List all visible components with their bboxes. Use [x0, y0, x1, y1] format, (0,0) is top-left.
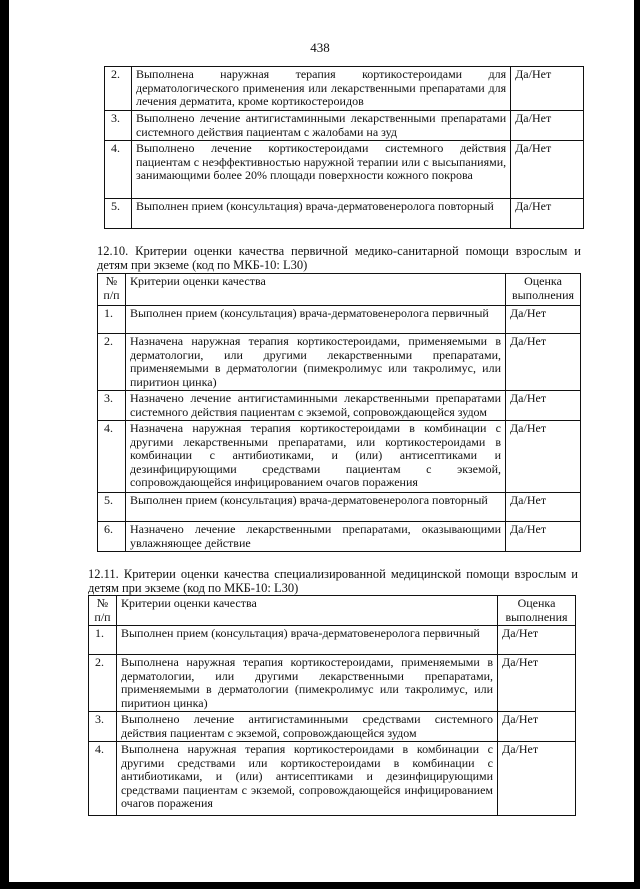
row-number: 3. [89, 712, 117, 742]
header-evaluation: Оценка выполнения [506, 274, 581, 306]
scan-border-left [0, 0, 9, 889]
evaluation-value: Да/Нет [511, 111, 584, 141]
table-row [105, 67, 584, 111]
criterion-text: Выполнено лечение антигистаминными средствами системного действия пациентам с экземой, сопровождающейся зудом [116, 712, 497, 742]
criterion-text: Назначена наружная терапия кортикостероидами в комбинации с другими лекарственными препаратами, или кортикостероидами в комбинации с антибиотиками, и (или) антисептиками и дезинфицирующими средствами пациентам с экземой, сопровождающейся инфицированием очагов поражения [125, 421, 505, 493]
section-title-12-10: 12.10. Критерии оценки качества первичной медико-санитарной помощи взрослым и детям при экземе (код по МКБ-10: L30) [97, 244, 581, 272]
table-row [98, 306, 581, 334]
scan-border-right [634, 0, 640, 889]
evaluation-value: Да/Нет [498, 655, 576, 712]
row-number: 1. [89, 626, 117, 655]
criterion-text: Назначена наружная терапия кортикостероидами, применяемыми в дерматологии, или другими лекарственными препаратами, применяемыми в дерматологии (пимекролимус или такролимус, или пиритион цинка) [125, 334, 505, 391]
criteria-table-continued [104, 66, 584, 229]
evaluation-value: Да/Нет [498, 626, 576, 655]
criterion-text: Выполнена наружная терапия кортикостероидами, применяемыми в дерматологии, или другими лекарственными препаратами, применяемыми в дерматологии (пимекролимус или такролимус, или пиритион цинка) [116, 655, 497, 712]
evaluation-value: Да/Нет [498, 712, 576, 742]
table-row [89, 742, 576, 816]
evaluation-value: Да/Нет [506, 391, 581, 421]
evaluation-value: Да/Нет [511, 141, 584, 199]
evaluation-value: Да/Нет [506, 334, 581, 391]
table-row [98, 493, 581, 522]
header-number: № п/п [89, 596, 117, 626]
table-row [98, 522, 581, 552]
header-evaluation: Оценка выполнения [498, 596, 576, 626]
criterion-text: Назначено лечение антигистаминными лекарственными препаратами системного действия пациентам с экземой, сопровождающейся зудом [125, 391, 505, 421]
row-number: 4. [98, 421, 126, 493]
row-number: 6. [98, 522, 126, 552]
table-header-row [89, 596, 576, 626]
table-header-row [98, 274, 581, 306]
criterion-text: Выполнена наружная терапия кортикостероидами для дерматологического применения или лекарственными препаратами для лечения дерматита, кроме кортикостероидов [131, 67, 510, 111]
criterion-text: Выполнен прием (консультация) врача-дерматовенеролога первичный [116, 626, 497, 655]
criterion-text: Назначено лечение лекарственными препаратами, оказывающими увлажняющее действие [125, 522, 505, 552]
criteria-table-12-10 [97, 273, 581, 552]
criteria-table-12-11 [88, 595, 576, 816]
criterion-text: Выполнено лечение кортикостероидами системного действия пациентам с неэффективностью наружной терапии или с высыпаниями, занимающими более 20% площади поверхности кожного покрова [131, 141, 510, 199]
evaluation-value: Да/Нет [511, 199, 584, 229]
section-title-12-11: 12.11. Критерии оценки качества специализированной медицинской помощи взрослым и детям при экземе (код по МКБ-10: L30) [88, 567, 578, 595]
table-row [89, 626, 576, 655]
row-number: 2. [105, 67, 132, 111]
table-row [105, 199, 584, 229]
row-number: 4. [105, 141, 132, 199]
row-number: 3. [105, 111, 132, 141]
criterion-text: Выполнен прием (консультация) врача-дерматовенеролога повторный [131, 199, 510, 229]
criterion-text: Выполнена наружная терапия кортикостероидами в комбинации с другими средствами или кортикостероидами в комбинации с антибиотиками, и (или) антисептиками и дезинфицирующими средствами пациентам с экземой, сопровождающейся инфицированием очагов поражения [116, 742, 497, 816]
table-row [89, 655, 576, 712]
header-number: № п/п [98, 274, 126, 306]
table-row [89, 712, 576, 742]
scan-border-bottom [0, 882, 640, 889]
row-number: 3. [98, 391, 126, 421]
page-number: 438 [310, 40, 330, 55]
row-number: 5. [105, 199, 132, 229]
row-number: 5. [98, 493, 126, 522]
table-row [98, 421, 581, 493]
criterion-text: Выполнено лечение антигистаминными лекарственными препаратами системного действия пациентам с жалобами на зуд [131, 111, 510, 141]
row-number: 4. [89, 742, 117, 816]
header-criteria: Критерии оценки качества [125, 274, 505, 306]
row-number: 2. [89, 655, 117, 712]
evaluation-value: Да/Нет [506, 306, 581, 334]
row-number: 1. [98, 306, 126, 334]
evaluation-value: Да/Нет [506, 493, 581, 522]
evaluation-value: Да/Нет [506, 421, 581, 493]
table-row [98, 391, 581, 421]
criterion-text: Выполнен прием (консультация) врача-дерматовенеролога первичный [125, 306, 505, 334]
evaluation-value: Да/Нет [506, 522, 581, 552]
evaluation-value: Да/Нет [511, 67, 584, 111]
evaluation-value: Да/Нет [498, 742, 576, 816]
criterion-text: Выполнен прием (консультация) врача-дерматовенеролога повторный [125, 493, 505, 522]
table-row [105, 111, 584, 141]
table-row [98, 334, 581, 391]
header-criteria: Критерии оценки качества [116, 596, 497, 626]
row-number: 2. [98, 334, 126, 391]
table-row [105, 141, 584, 199]
